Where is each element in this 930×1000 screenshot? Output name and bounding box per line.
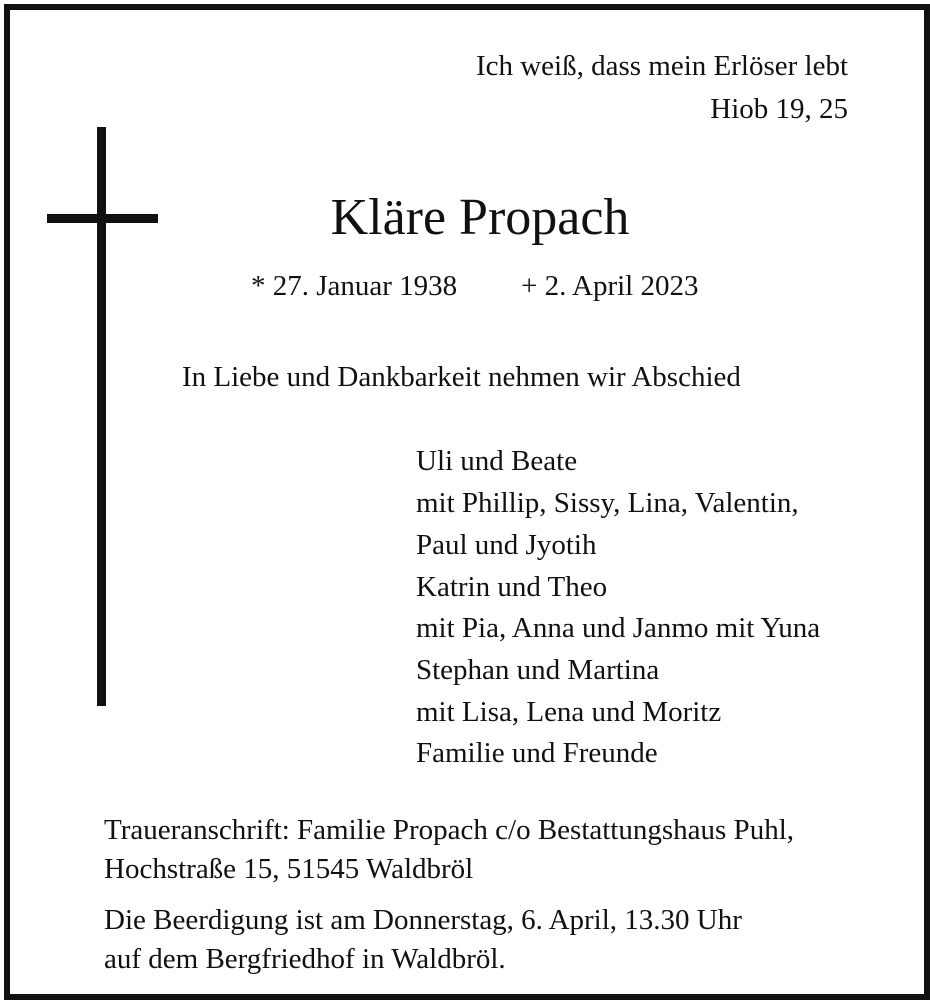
mourner-line: Familie und Freunde (416, 737, 658, 769)
death-date: + 2. April 2023 (521, 270, 699, 302)
funeral-info-line-1: Die Beerdigung ist am Donnerstag, 6. April, 13.30 Uhr (104, 904, 742, 936)
bible-reference: Hiob 19, 25 (710, 93, 848, 125)
farewell-intro: In Liebe und Dankbarkeit nehmen wir Abschied (182, 361, 741, 393)
deceased-name: Kläre Propach (330, 189, 630, 246)
funeral-info-line-2: auf dem Bergfriedhof in Waldbröl. (104, 943, 506, 975)
mourner-line: mit Phillip, Sissy, Lina, Valentin, (416, 487, 799, 519)
obituary-card (4, 4, 930, 1000)
mourning-address-line-1: Traueranschrift: Familie Propach c/o Bestattungshaus Puhl, (104, 814, 794, 846)
mourner-line: Katrin und Theo (416, 571, 608, 603)
mourning-address-line-2: Hochstraße 15, 51545 Waldbröl (104, 853, 474, 885)
mourner-line: Stephan und Martina (416, 654, 660, 686)
mourner-line: Paul und Jyotih (416, 529, 597, 561)
bible-quote: Ich weiß, dass mein Erlöser lebt (475, 50, 848, 82)
mourner-line: mit Pia, Anna und Janmo mit Yuna (416, 612, 821, 644)
mourner-line: Uli und Beate (416, 445, 578, 477)
birth-date: * 27. Januar 1938 (251, 270, 458, 302)
mourner-line: mit Lisa, Lena und Moritz (416, 696, 722, 728)
